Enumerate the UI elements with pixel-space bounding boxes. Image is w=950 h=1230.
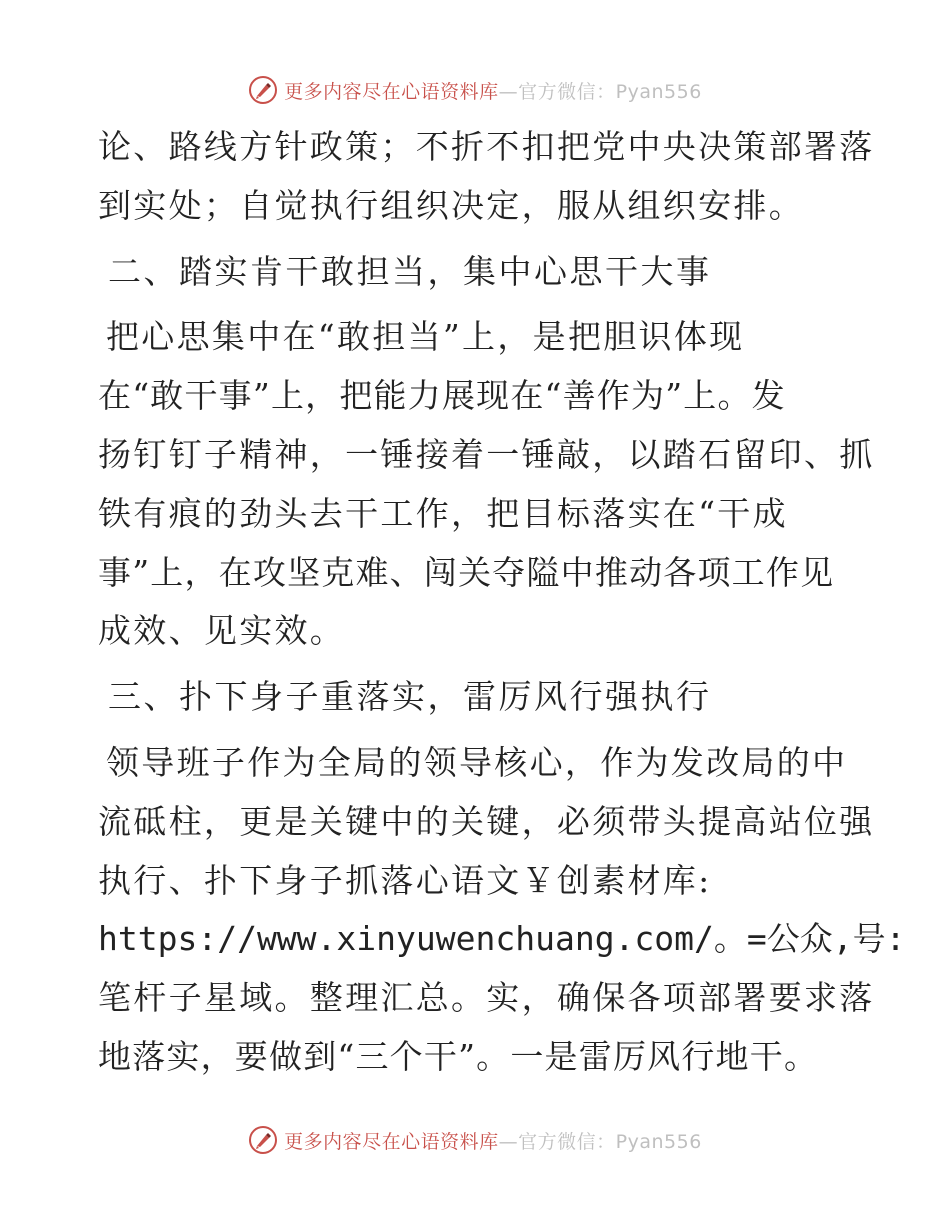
watermark-text [284,77,702,104]
watermark-separator: — [498,1130,519,1153]
paragraph-line: 论、路线方针政策；不折不扣把党中央决策部署落 [98,127,875,166]
paragraph-line: 把心思集中在“敢担当”上，是把胆识体现 [106,317,745,357]
paragraph-line: 在“敢干事”上，把能力展现在“善作为”上。发 [98,376,786,416]
paragraph-line: 事”上，在攻坚克难、闯关夺隘中推动各项工作见 [98,552,835,592]
paragraph-line: 成效、见实效。 [98,611,346,651]
paragraph-line: 笔杆子星域。整理汇总。实，确保各项部署要求落 [98,978,875,1018]
pen-logo-icon [248,75,278,105]
paragraph-line: 铁有痕的劲头去干工作，把目标落实在“干成 [98,493,788,533]
watermark-banner-top [0,70,950,110]
paragraph-line: 领导班子作为全局的领导核心，作为发改局的中 [106,742,848,782]
paragraph-line: 地落实，要做到“三个干”。一是雷厉风行地干。 [98,1036,819,1076]
section-heading: 三、扑下身子重落实，雷厉风行强执行 [108,677,712,717]
watermark-contact: 官方微信：Pyan556 [518,80,702,103]
watermark-contact: 官方微信：Pyan556 [518,1130,702,1153]
paragraph-line: https://www.xinyuwenchuang.com/。=公众,号: [98,919,906,959]
paragraph-line: 执行、扑下身子抓落心语文￥创素材库: [98,860,712,900]
paragraph-line: 到实处；自觉执行组织决定，服从组织安排。 [98,185,804,225]
watermark-text [284,1127,702,1154]
pen-logo-icon [248,1125,278,1155]
document-body [98,118,906,1087]
section-heading: 二、踏实肯干敢担当，集中心思干大事 [108,251,712,291]
watermark-brand: 更多内容尽在心语资料库 [284,80,499,103]
paragraph-line: 扬钉钉子精神，一锤接着一锤敲，以踏石留印、抓 [98,434,875,474]
watermark-separator: — [498,80,519,103]
watermark-brand: 更多内容尽在心语资料库 [284,1130,499,1153]
paragraph-line: 流砥柱，更是关键中的关键，必须带头提高站位强 [98,801,875,841]
watermark-banner-bottom [0,1120,950,1160]
